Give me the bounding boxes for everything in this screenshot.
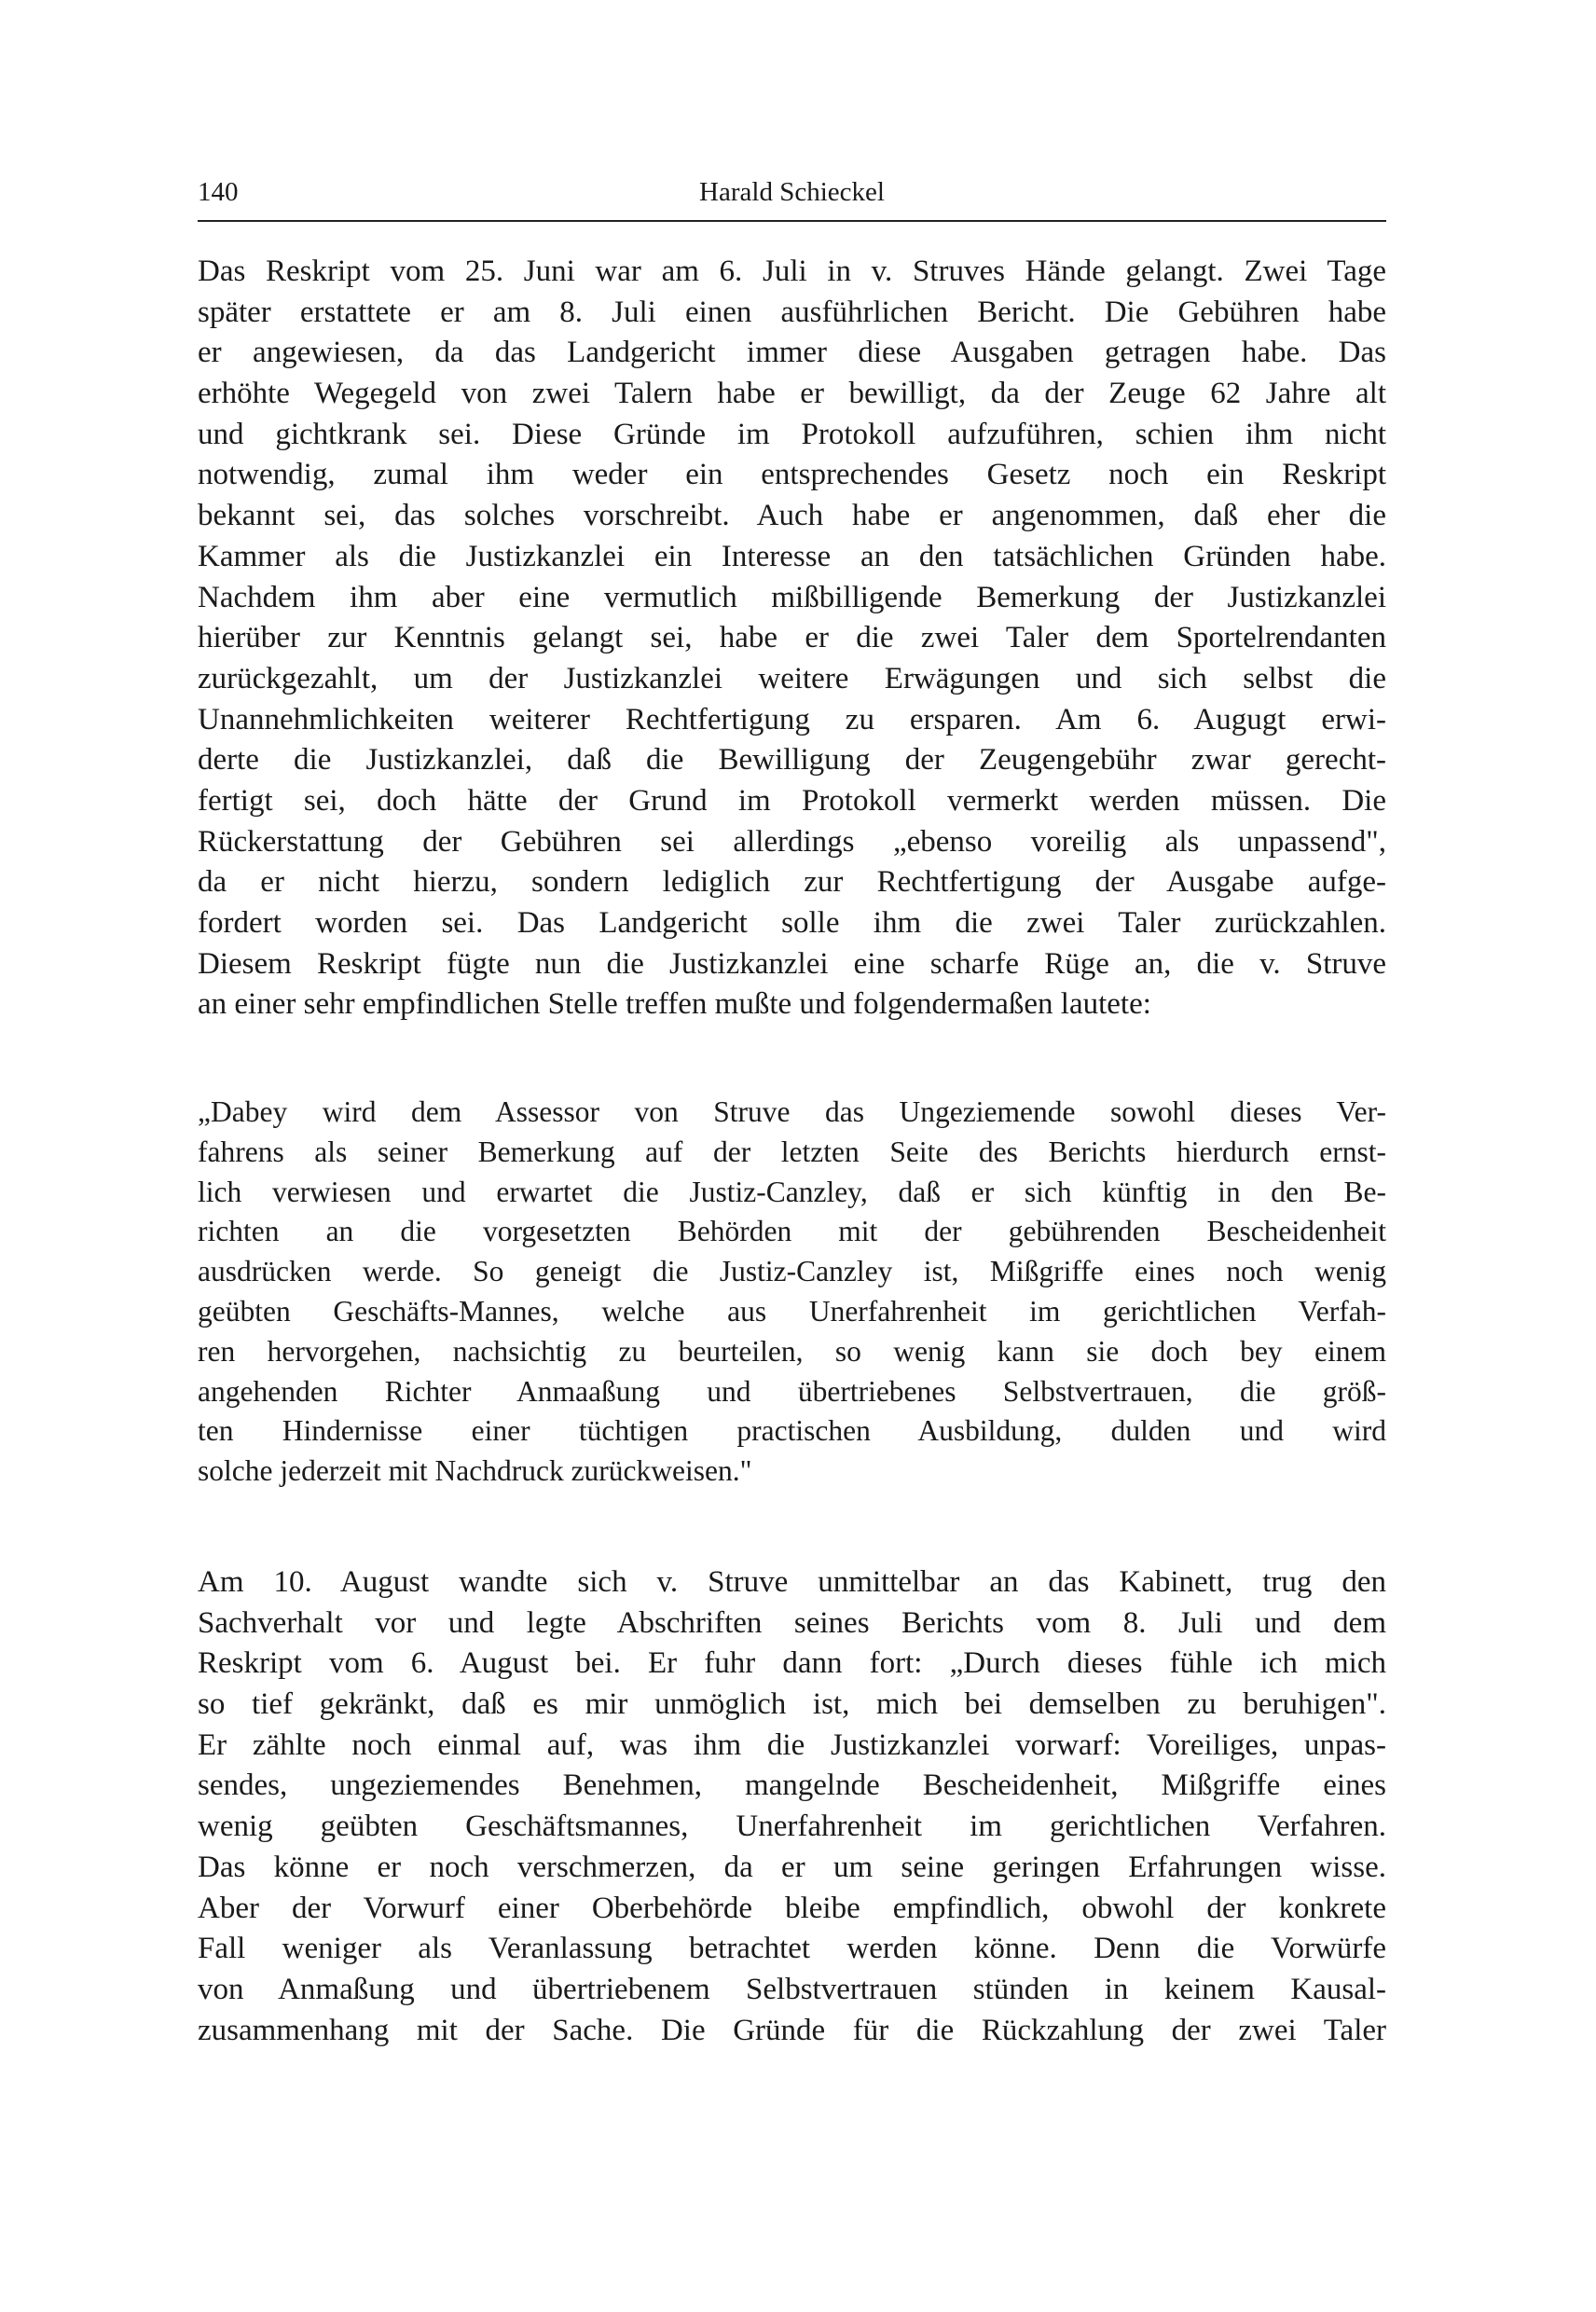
quote-line: angehenden Richter Anmaaßung und übertriebenes Selbstvertrauen, die größ- xyxy=(198,1374,1386,1408)
text-line: Fall weniger als Veranlassung betrachtet werden könne. Denn die Vorwürfe xyxy=(198,1932,1386,1966)
quote-line: richten an die vorgesetzten Behörden mit der gebührenden Bescheidenheit xyxy=(198,1215,1386,1248)
quote-line: ren hervorgehen, nachsichtig zu beurteilen, so wenig kann sie doch bey einem xyxy=(198,1334,1386,1368)
text-line: Reskript vom 6. August bei. Er fuhr dann fort: „Durch dieses fühle ich mich xyxy=(198,1646,1386,1681)
text-line: sendes, ungeziemendes Benehmen, mangelnde Bescheidenheit, Mißgriffe eines xyxy=(198,1768,1386,1803)
text-line: Aber der Vorwurf einer Oberbehörde bleibe empfindlich, obwohl der konkrete xyxy=(198,1891,1386,1925)
text-line: an einer sehr empfindlichen Stelle treffen mußte und folgendermaßen lautete: xyxy=(198,987,1151,1022)
paragraph-1 xyxy=(198,252,1386,1025)
quote-line: geübten Geschäfts-Mannes, welche aus Unerfahrenheit im gerichtlichen Verfah- xyxy=(198,1294,1386,1328)
quote-line: „Dabey wird dem Assessor von Struve das Ungeziemende sowohl dieses Ver- xyxy=(198,1095,1386,1128)
text-line: notwendig, zumal ihm weder ein entsprechendes Gesetz noch ein Reskript xyxy=(198,458,1386,492)
text-line: wenig geübten Geschäftsmannes, Unerfahrenheit im gerichtlichen Verfahren. xyxy=(198,1810,1386,1844)
text-line: derte die Justizkanzlei, daß die Bewilligung der Zeugengebühr zwar gerecht- xyxy=(198,743,1386,778)
running-head xyxy=(198,172,1386,213)
text-line: Das könne er noch verschmerzen, da er um seine geringen Erfahrungen wisse. xyxy=(198,1850,1386,1884)
text-line: Rückerstattung der Gebühren sei allerdings „ebenso voreilig als unpassend", xyxy=(198,824,1386,859)
quote-line: solche jederzeit mit Nachdruck zurückweisen." xyxy=(198,1454,752,1488)
text-line: Am 10. August wandte sich v. Struve unmittelbar an das Kabinett, trug den xyxy=(198,1565,1386,1599)
paragraph-2 xyxy=(198,1562,1386,2051)
text-line: er angewiesen, da das Landgericht immer diese Ausgaben getragen habe. Das xyxy=(198,336,1386,370)
quote-line: ten Hindernisse einer tüchtigen practischen Ausbildung, dulden und wird xyxy=(198,1414,1386,1448)
text-line: Nachdem ihm aber eine vermutlich mißbilligende Bemerkung der Justizkanzlei xyxy=(198,580,1386,614)
text-line: Das Reskript vom 25. Juni war am 6. Juli in v. Struves Hände gelangt. Zwei Tage xyxy=(198,255,1386,288)
text-line: zurückgezahlt, um der Justizkanzlei weitere Erwägungen und sich selbst die xyxy=(198,661,1386,695)
quote-line: ausdrücken werde. So geneigt die Justiz-Canzley ist, Mißgriffe eines noch wenig xyxy=(198,1255,1386,1288)
text-line: fordert worden sei. Das Landgericht solle ihm die zwei Taler zurückzahlen. xyxy=(198,906,1386,940)
text-line: Er zählte noch einmal auf, was ihm die Justizkanzlei vorwarf: Voreiliges, unpas- xyxy=(198,1727,1386,1762)
text-line: fertigt sei, doch hätte der Grund im Protokoll vermerkt werden müssen. Die xyxy=(198,783,1386,818)
page-number: 140 xyxy=(198,177,239,207)
text-line: da er nicht hierzu, sondern lediglich zur Rechtfertigung der Ausgabe aufge- xyxy=(198,865,1386,900)
text-line: Diesem Reskript fügte nun die Justizkanzlei eine scharfe Rüge an, die v. Struve xyxy=(198,946,1386,981)
text-line: von Anmaßung und übertriebenem Selbstvertrauen stünden in keinem Kausal- xyxy=(198,1972,1386,2006)
text-line: erhöhte Wegegeld von zwei Talern habe er bewilligt, da der Zeuge 62 Jahre alt xyxy=(198,377,1386,411)
text-line: Unannehmlichkeiten weiterer Rechtfertigung zu ersparen. Am 6. Augugt erwi- xyxy=(198,702,1386,736)
quote-line: lich verwiesen und erwartet die Justiz-Canzley, daß er sich künftig in den Be- xyxy=(198,1175,1386,1208)
header-rule xyxy=(198,220,1386,222)
text-line: zusammenhang mit der Sache. Die Gründe für die Rückzahlung der zwei Taler xyxy=(198,2013,1386,2047)
text-line: Kammer als die Justizkanzlei ein Interesse an den tatsächlichen Gründen habe. xyxy=(198,539,1386,573)
block-quote xyxy=(198,1093,1386,1492)
text-line: Sachverhalt vor und legte Abschriften seines Berichts vom 8. Juli und dem xyxy=(198,1605,1386,1640)
text-line: später erstattete er am 8. Juli einen ausführlichen Bericht. Die Gebühren habe xyxy=(198,295,1386,329)
quote-line: fahrens als seiner Bemerkung auf der letzten Seite des Berichts hierdurch ernst- xyxy=(198,1135,1386,1168)
text-line: so tief gekränkt, daß es mir unmöglich ist, mich bei demselben zu beruhigen". xyxy=(198,1687,1386,1722)
text-line: und gichtkrank sei. Diese Gründe im Protokoll aufzuführen, schien ihm nicht xyxy=(198,417,1386,451)
text-line: bekannt sei, das solches vorschreibt. Auch habe er angenommen, daß eher die xyxy=(198,499,1386,533)
text-line: hierüber zur Kenntnis gelangt sei, habe er die zwei Taler dem Sportelrendanten xyxy=(198,621,1386,655)
running-title: Harald Schieckel xyxy=(699,177,885,207)
